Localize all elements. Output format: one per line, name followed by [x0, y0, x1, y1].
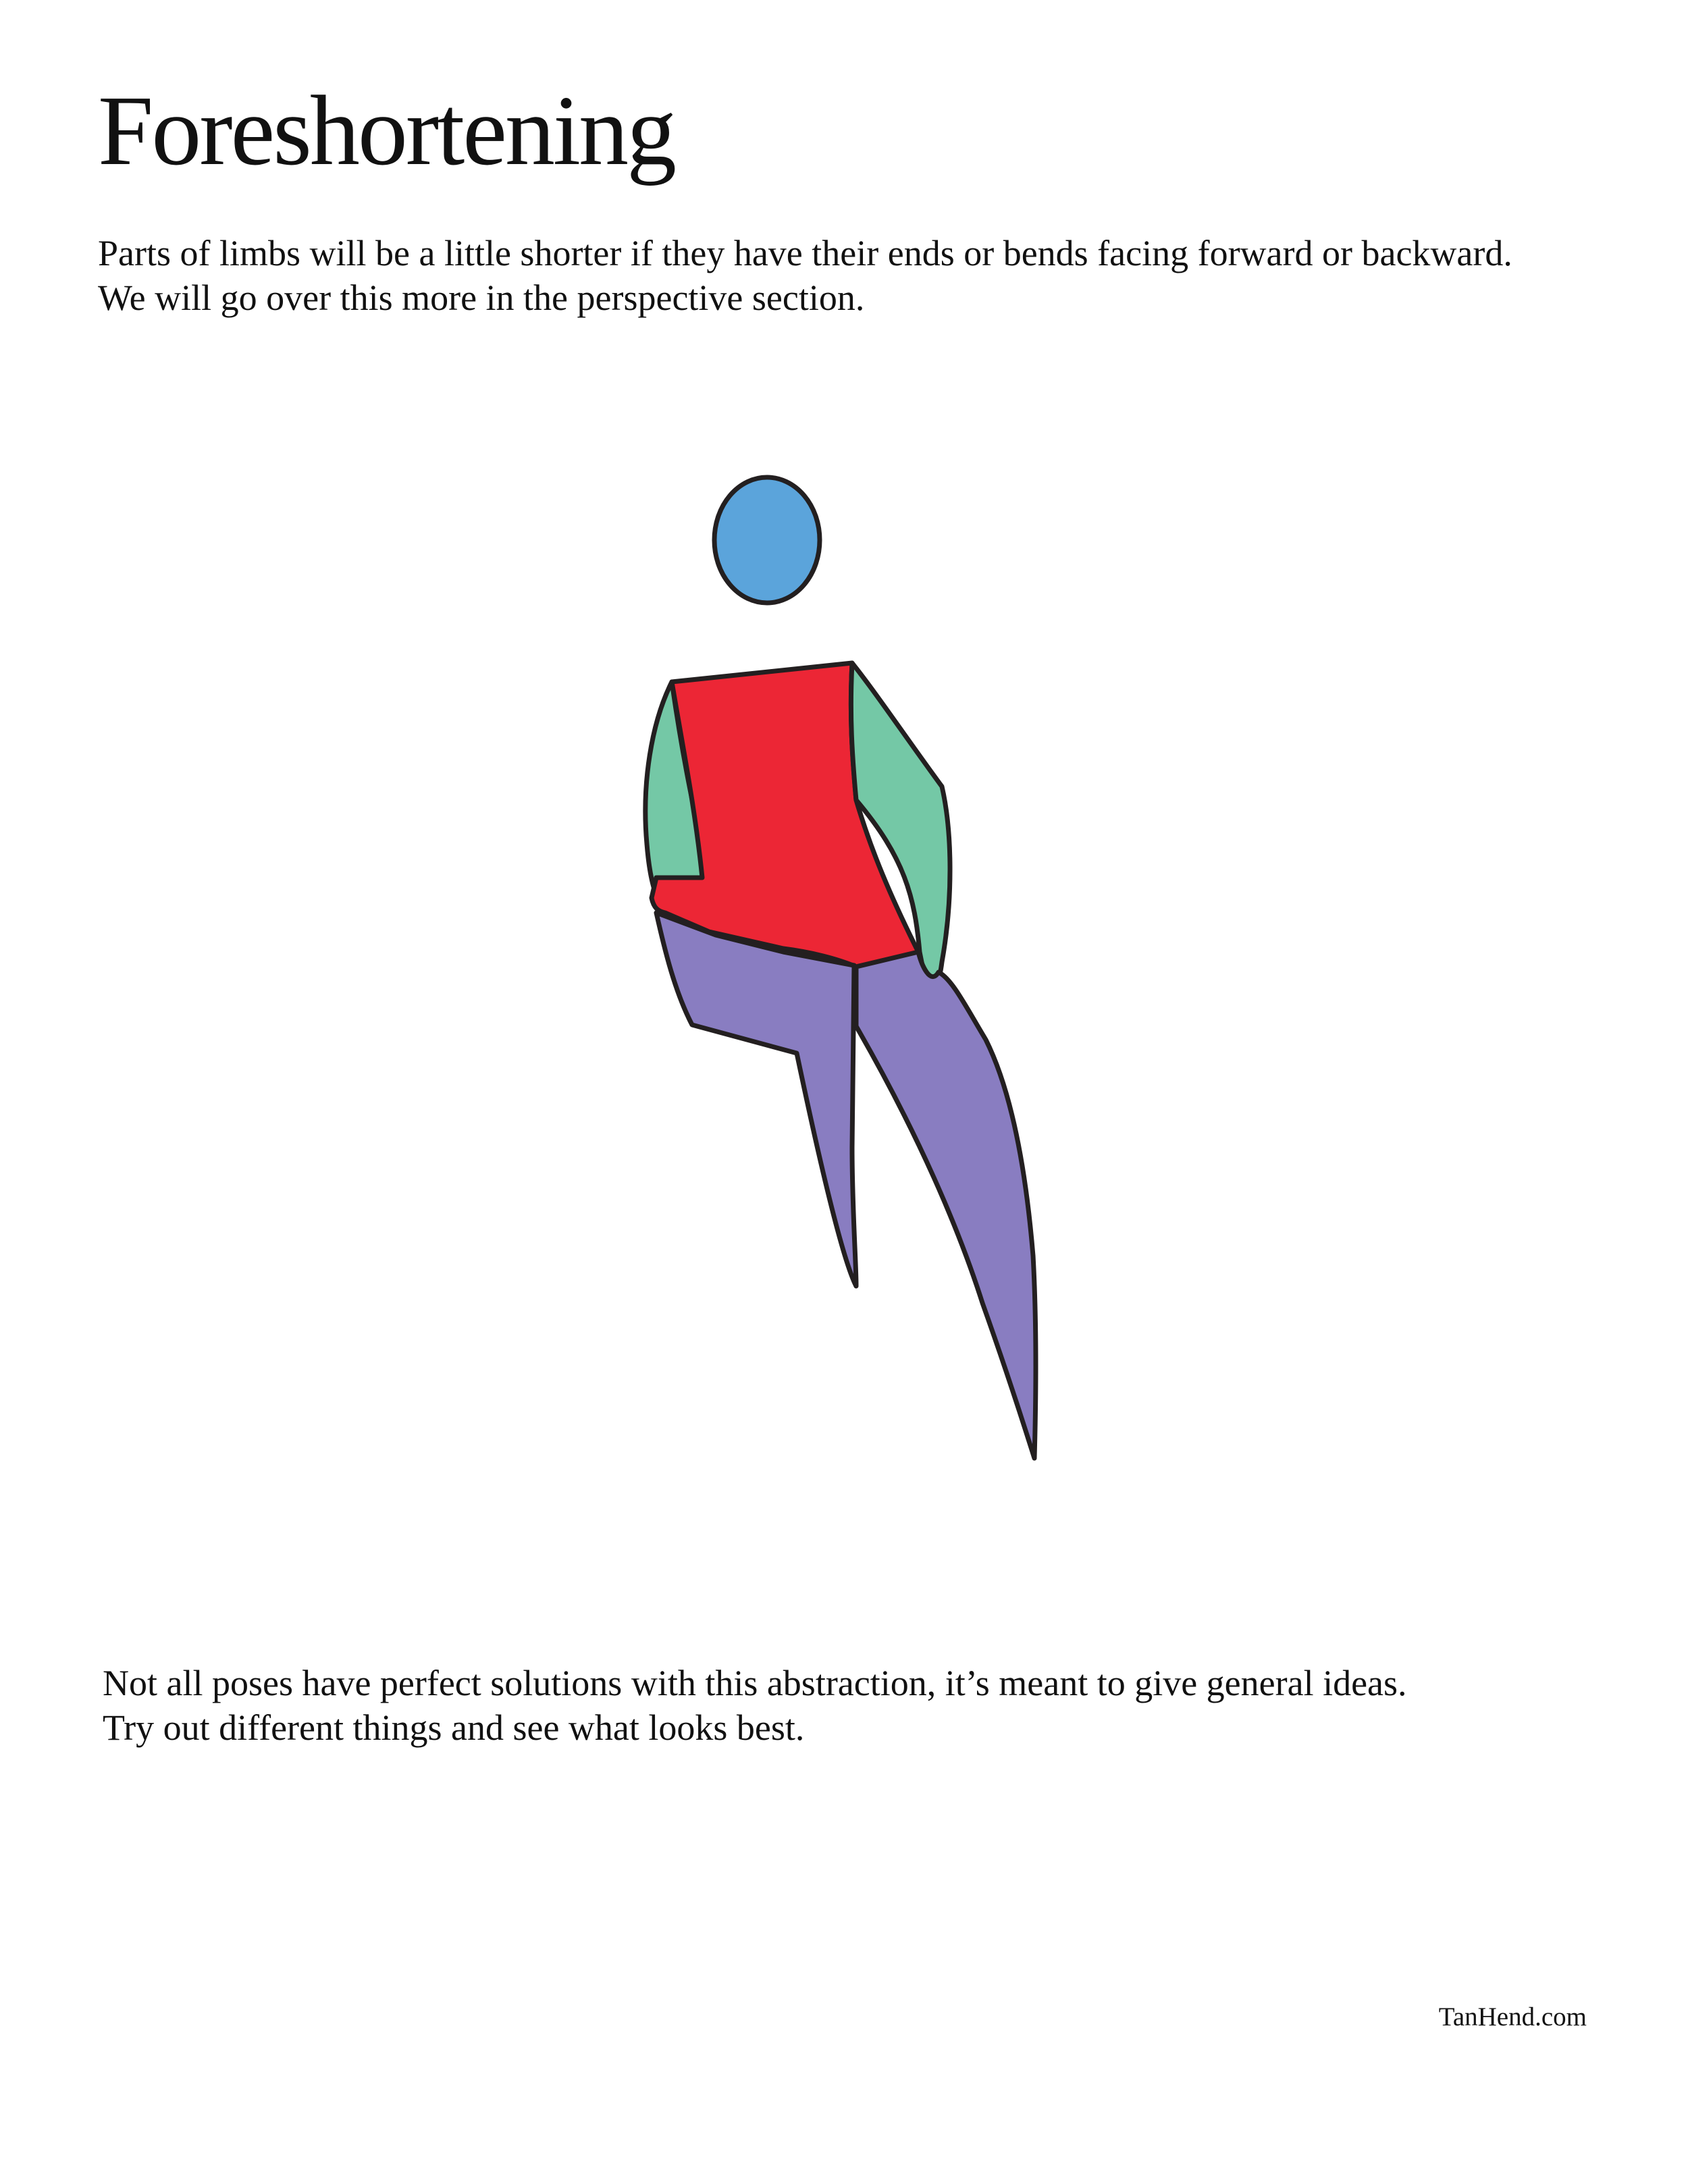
head [714, 477, 820, 603]
site-credit: TanHend.com [1438, 2002, 1587, 2031]
intro-line-1: Parts of limbs will be a little shorter if they have their ends or bends facing forward or backward. [98, 233, 1512, 273]
outro-text [103, 1661, 1407, 1750]
outro-line-1: Not all poses have perfect solutions with this abstraction, it’s meant to give general ideas. [103, 1663, 1407, 1703]
lower-leg [856, 952, 1036, 1458]
page-title: Foreshortening [98, 76, 675, 186]
outro-line-2: Try out different things and see what looks best. [103, 1707, 805, 1748]
upper-leg [656, 913, 856, 1286]
intro-line-2: We will go over this more in the perspective section. [98, 277, 865, 318]
